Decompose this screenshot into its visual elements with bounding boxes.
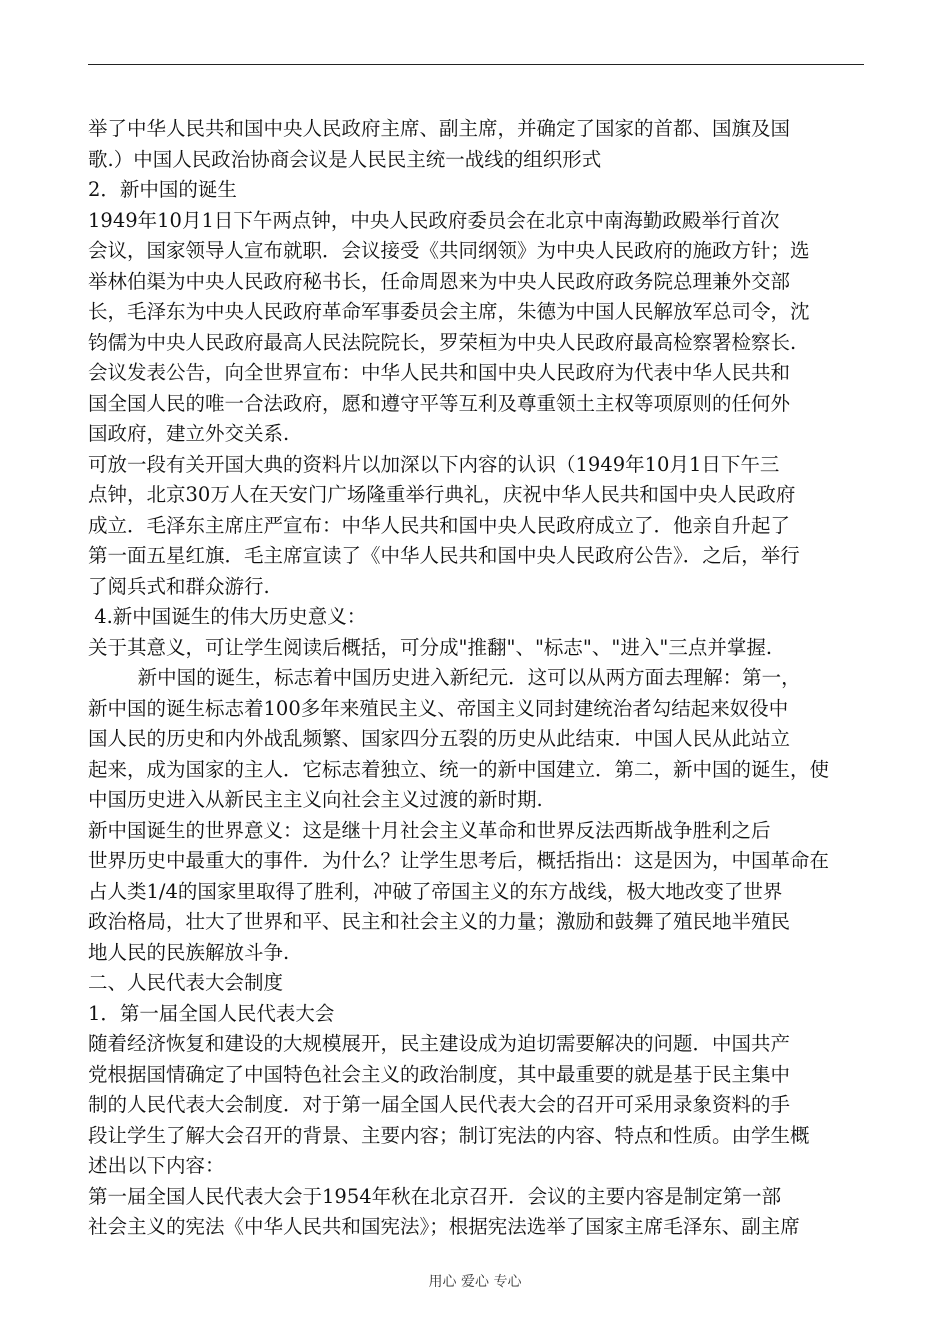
text-line: 第一面五星红旗．毛主席宣读了《中华人民共和国中央人民政府公告》．之后，举行 — [88, 544, 800, 567]
text-line: 国人民的历史和内外战乱频繁、国家四分五裂的历史从此结束．中国人民从此站立 — [88, 727, 791, 750]
text-line: 钧儒为中央人民政府最高人民法院院长，罗荣桓为中央人民政府最高检察署检察长. — [88, 330, 797, 354]
text-line: 党根据国情确定了中国特色社会主义的政治制度，其中最重要的就是基于民主集中 — [88, 1062, 791, 1086]
text-line: 关于其意义，可让学生阅读后概括，可分成"推翻"、"标志"、"进入"三点并掌握. — [88, 635, 773, 659]
text-line: 新中国的诞生标志着100多年来殖民主义、帝国主义同封建统治者勾结起来奴役中 — [88, 696, 789, 720]
text-line: 占人类1/4的国家里取得了胜利，冲破了帝国主义的东方战线，极大地改变了世界 — [88, 879, 783, 903]
text-line: 可放一段有关开国大典的资料片以加深以下内容的认识（1949年10月1日下午三 — [88, 452, 780, 476]
text-line: 国全国人民的唯一合法政府，愿和遵守平等互利及尊重领土主权等项原则的任何外 — [88, 391, 791, 415]
header-rule — [88, 64, 864, 65]
text-line: 起来，成为国家的主人．它标志着独立、统一的新中国建立．第二，新中国的诞生，使 — [88, 757, 830, 781]
text-line: 世界历史中最重大的事件．为什么？让学生思考后，概括指出：这是因为，中国革命在 — [88, 849, 830, 872]
text-line: 成立．毛泽东主席庄严宣布：中华人民共和国中央人民政府成立了．他亲自升起了 — [88, 513, 791, 537]
text-line: 会议发表公告，向全世界宣布：中华人民共和国中央人民政府为代表中华人民共和 — [88, 361, 791, 384]
text-line: 1．第一届全国人民代表大会 — [88, 1001, 335, 1025]
text-line: 国政府，建立外交关系. — [88, 422, 290, 445]
text-line: 会议，国家领导人宣布就职．会议接受《共同纲领》为中央人民政府的施政方针；选 — [88, 239, 810, 262]
text-line: 地人民的民族解放斗争. — [88, 940, 290, 964]
text-line: 社会主义的宪法《中华人民共和国宪法》；根据宪法选举了国家主席毛泽东、副主席 — [88, 1215, 800, 1238]
page-footer: 用心 爱心 专心 — [428, 1274, 522, 1290]
text-line: 制的人民代表大会制度．对于第一届全国人民代表大会的召开可采用录象资料的手 — [88, 1093, 791, 1116]
text-line: 举了中华人民共和国中央人民政府主席、副主席，并确定了国家的首都、国旗及国 — [88, 117, 791, 140]
text-line: 中国历史进入从新民主主义向社会主义过渡的新时期. — [88, 788, 543, 811]
text-line: 4.新中国诞生的伟大历史意义： — [88, 605, 367, 628]
text-line: 点钟，北京30万人在天安门广场隆重举行典礼，庆祝中华人民共和国中央人民政府 — [88, 483, 796, 506]
text-line: 述出以下内容： — [88, 1154, 225, 1177]
text-line: 第一届全国人民代表大会于1954年秋在北京召开．会议的主要内容是制定第一部 — [88, 1184, 782, 1208]
text-line: 长，毛泽东为中央人民政府革命军事委员会主席，朱德为中国人民解放军总司令，沈 — [88, 300, 810, 323]
text-line: 举林伯渠为中央人民政府秘书长，任命周恩来为中央人民政府政务院总理兼外交部 — [88, 269, 791, 293]
text-line: 了阅兵式和群众游行. — [88, 574, 270, 598]
text-line: 2．新中国的诞生 — [88, 178, 237, 201]
document-body — [88, 114, 878, 1243]
text-line: 新中国的诞生，标志着中国历史进入新纪元．这可以从两方面去理解：第一， — [88, 666, 801, 689]
text-line: 新中国诞生的世界意义：这是继十月社会主义革命和世界反法西斯战争胜利之后 — [88, 818, 771, 842]
text-line: 政治格局，壮大了世界和平、民主和社会主义的力量；激励和鼓舞了殖民地半殖民 — [88, 910, 791, 933]
text-line: 歌.）中国人民政治协商会议是人民民主统一战线的组织形式 — [88, 147, 602, 171]
text-line: 1949年10月1日下午两点钟，中央人民政府委员会在北京中南海勤政殿举行首次 — [88, 208, 780, 232]
text-line: 段让学生了解大会召开的背景、主要内容；制订宪法的内容、特点和性质。由学生概 — [88, 1123, 810, 1147]
text-line: 随着经济恢复和建设的大规模展开，民主建设成为迫切需要解决的问题．中国共产 — [88, 1032, 791, 1055]
text-line: 二、人民代表大会制度 — [88, 971, 284, 994]
